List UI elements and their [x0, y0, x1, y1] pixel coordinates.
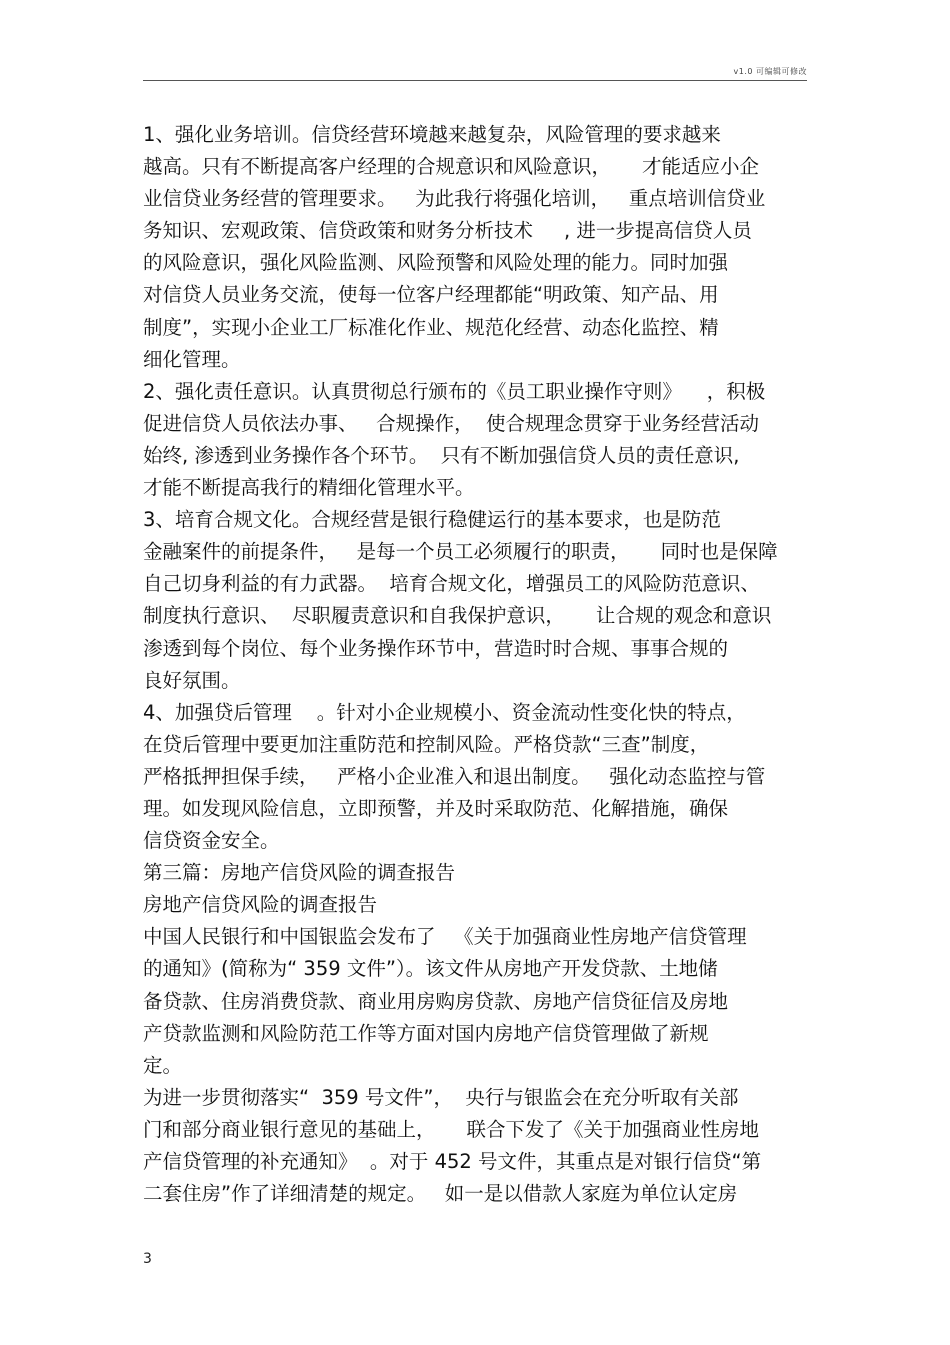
- text-line: 制度”，实现小企业工厂标准化作业、规范化经营、动态化监控、精: [143, 315, 719, 339]
- text-line: 始终, 渗透到业务操作各个环节。 只有不断加强信贷人员的责任意识,: [143, 443, 740, 467]
- header-version-note: v1.0 可编辑可修改: [733, 67, 807, 76]
- text-line: 良好氛围。: [143, 668, 241, 692]
- text-line: 1、强化业务培训。信贷经营环境越来越复杂，风险管理的要求越来: [143, 123, 721, 146]
- text-line: 备贷款、住房消费贷款、商业用房购房贷款、房地产信贷征信及房地: [143, 989, 729, 1013]
- text-line: 二套住房”作了详细清楚的规定。 如一是以借款人家庭为单位认定房: [143, 1182, 738, 1206]
- text-line: 细化管理。: [143, 347, 241, 371]
- text-line: 信贷资金安全。: [143, 829, 280, 853]
- text-line: 对信贷人员业务交流，使每一位客户经理都能“明政策、知产品、用: [143, 283, 719, 307]
- text-line: 业信贷业务经营的管理要求。 为此我行将强化培训， 重点培训信贷业: [143, 187, 766, 211]
- text-line: 为进一步贯彻落实“ 359 号文件”， 央行与银监会在充分听取有关部: [143, 1085, 739, 1109]
- page-number: 3: [143, 1251, 152, 1267]
- text-line: 自己切身利益的有力武器。 培育合规文化，增强员工的风险防范意识、: [143, 572, 760, 596]
- text-line: 务知识、宏观政策、信贷政策和财务分析技术 , 进一步提高信贷人员: [143, 219, 752, 243]
- text-line: 门和部分商业银行意见的基础上， 联合下发了《关于加强商业性房地: [143, 1117, 759, 1141]
- text-line: 在贷后管理中要更加注重防范和控制风险。严格贷款“三查”制度，: [143, 732, 710, 756]
- text-line: 金融案件的前提条件， 是每一个员工必须履行的职责， 同时也是保障: [143, 540, 778, 564]
- report-title: 房地产信贷风险的调查报告: [143, 893, 378, 917]
- text-line: 中国人民银行和中国银监会发布了 《关于加强商业性房地产信贷管理: [143, 925, 747, 949]
- section-heading: 第三篇：房地产信贷风险的调查报告: [143, 861, 456, 885]
- header-divider: [143, 80, 807, 81]
- text-line: 促进信贷人员依法办事、 合规操作， 使合规理念贯穿于业务经营活动: [143, 411, 759, 435]
- text-line: 的通知》(简称为“ 359 文件”）。该文件从房地产开发贷款、土地储: [143, 957, 718, 981]
- text-line: 2、强化责任意识。认真贯彻总行颁布的《员工职业操作守则》 ，积极: [143, 379, 766, 403]
- text-line: 渗透到每个岗位、每个业务操作环节中，营造时时合规、事事合规的: [143, 636, 729, 660]
- text-line: 越高。只有不断提高客户经理的合规意识和风险意识， 才能适应小企: [143, 155, 759, 179]
- document-body: [143, 119, 807, 1210]
- text-line: 制度执行意识、 尽职履责意识和自我保护意识， 让合规的观念和意识: [143, 604, 772, 628]
- text-line: 产贷款监测和风险防范工作等方面对国内房地产信贷管理做了新规: [143, 1021, 709, 1045]
- text-line: 3、培育合规文化。合规经营是银行稳健运行的基本要求，也是防范: [143, 508, 721, 532]
- text-line: 严格抵押担保手续， 严格小企业准入和退出制度。 强化动态监控与管: [143, 764, 766, 788]
- text-line: 定。: [143, 1053, 183, 1077]
- text-line: 才能不断提高我行的精细化管理水平。: [143, 476, 475, 500]
- text-line: 的风险意识，强化风险监测、风险预警和风险处理的能力。同时加强: [143, 251, 729, 275]
- text-line: 产信贷管理的补充通知》 。对于 452 号文件，其重点是对银行信贷“第: [143, 1150, 762, 1173]
- text-line: 4、加强贷后管理 。针对小企业规模小、资金流动性变化快的特点，: [143, 700, 746, 724]
- text-line: 理。如发现风险信息，立即预警，并及时采取防范、化解措施，确保: [143, 796, 729, 820]
